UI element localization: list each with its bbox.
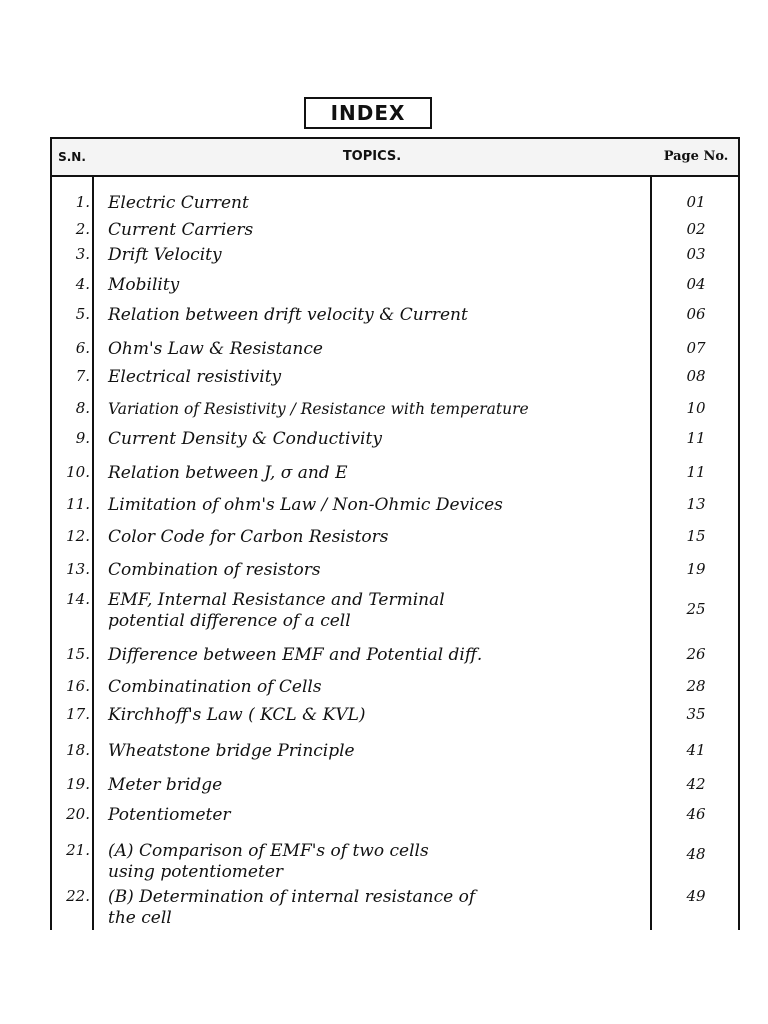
row-page: 11 bbox=[686, 463, 706, 481]
row-page: 48 bbox=[686, 845, 706, 863]
row-topic: Current Carriers bbox=[108, 220, 254, 240]
row-page: 42 bbox=[686, 775, 706, 793]
row-topic: Mobility bbox=[108, 275, 180, 295]
row-topic: (A) Comparison of EMF's of two cells using potentiometer bbox=[108, 841, 429, 882]
row-page: 35 bbox=[686, 705, 706, 723]
row-sn: 19. bbox=[66, 775, 90, 793]
row-page: 11 bbox=[686, 429, 706, 447]
row-page: 10 bbox=[686, 399, 706, 417]
row-topic: Combinatination of Cells bbox=[108, 677, 322, 697]
row-sn: 13. bbox=[66, 560, 90, 578]
row-topic: Electric Current bbox=[108, 193, 249, 213]
row-sn: 14. bbox=[66, 590, 90, 608]
row-page: 26 bbox=[686, 645, 706, 663]
row-sn: 17. bbox=[66, 705, 90, 723]
row-topic: Meter bridge bbox=[108, 775, 223, 795]
row-sn: 10. bbox=[66, 463, 90, 481]
row-page: 01 bbox=[686, 193, 706, 211]
header-page-no: Page No. bbox=[663, 149, 729, 164]
row-sn: 7. bbox=[75, 367, 90, 385]
row-topic: Relation between J, σ and E bbox=[108, 463, 348, 483]
row-page: 15 bbox=[686, 527, 706, 545]
row-sn: 20. bbox=[66, 805, 90, 823]
row-page: 19 bbox=[686, 560, 706, 578]
row-page: 03 bbox=[686, 245, 706, 263]
row-page: 41 bbox=[686, 741, 706, 759]
row-sn: 4. bbox=[75, 275, 90, 293]
row-topic: Color Code for Carbon Resistors bbox=[108, 527, 389, 547]
row-page: 25 bbox=[686, 600, 706, 618]
index-title: INDEX bbox=[304, 97, 432, 129]
row-sn: 21. bbox=[66, 841, 90, 859]
row-sn: 22. bbox=[66, 887, 90, 905]
row-topic: (B) Determination of internal resistance of the cell bbox=[108, 887, 476, 928]
row-topic: Drift Velocity bbox=[108, 245, 222, 265]
row-topic: Combination of resistors bbox=[108, 560, 321, 580]
row-page: 46 bbox=[686, 805, 706, 823]
index-table bbox=[50, 137, 740, 930]
row-topic: Potentiometer bbox=[108, 805, 231, 825]
row-sn: 1. bbox=[75, 193, 90, 211]
row-page: 49 bbox=[686, 887, 706, 905]
row-page: 04 bbox=[686, 275, 706, 293]
row-sn: 3. bbox=[75, 245, 90, 263]
row-topic: Variation of Resistivity / Resistance with temperature bbox=[108, 400, 529, 418]
row-sn: 8. bbox=[75, 399, 90, 417]
row-topic: Wheatstone bridge Principle bbox=[108, 741, 355, 761]
row-page: 28 bbox=[686, 677, 706, 695]
row-sn: 9. bbox=[75, 429, 90, 447]
row-sn: 12. bbox=[66, 527, 90, 545]
row-page: 08 bbox=[686, 367, 706, 385]
row-topic: Ohm's Law & Resistance bbox=[108, 339, 323, 359]
row-sn: 15. bbox=[66, 645, 90, 663]
row-page: 02 bbox=[686, 220, 706, 238]
header-sn: S.N. bbox=[58, 150, 86, 164]
row-page: 06 bbox=[686, 305, 706, 323]
row-sn: 6. bbox=[75, 339, 90, 357]
row-topic: Current Density & Conductivity bbox=[108, 429, 382, 449]
row-page: 13 bbox=[686, 495, 706, 513]
row-topic: Electrical resistivity bbox=[108, 367, 282, 387]
row-sn: 18. bbox=[66, 741, 90, 759]
header-topics: TOPICS. bbox=[342, 149, 402, 164]
row-topic: Kirchhoff's Law ( KCL & KVL) bbox=[108, 705, 366, 725]
row-topic: EMF, Internal Resistance and Terminal potential difference of a cell bbox=[108, 590, 445, 631]
row-topic: Limitation of ohm's Law / Non-Ohmic Devices bbox=[108, 495, 503, 515]
row-sn: 11. bbox=[66, 495, 90, 513]
row-sn: 5. bbox=[75, 305, 90, 323]
row-topic: Difference between EMF and Potential diff. bbox=[108, 645, 483, 665]
row-page: 07 bbox=[686, 339, 706, 357]
column-divider-sn bbox=[92, 139, 94, 930]
table-header bbox=[52, 139, 738, 177]
row-sn: 2. bbox=[75, 220, 90, 238]
row-sn: 16. bbox=[66, 677, 90, 695]
row-topic: Relation between drift velocity & Current bbox=[108, 305, 468, 325]
